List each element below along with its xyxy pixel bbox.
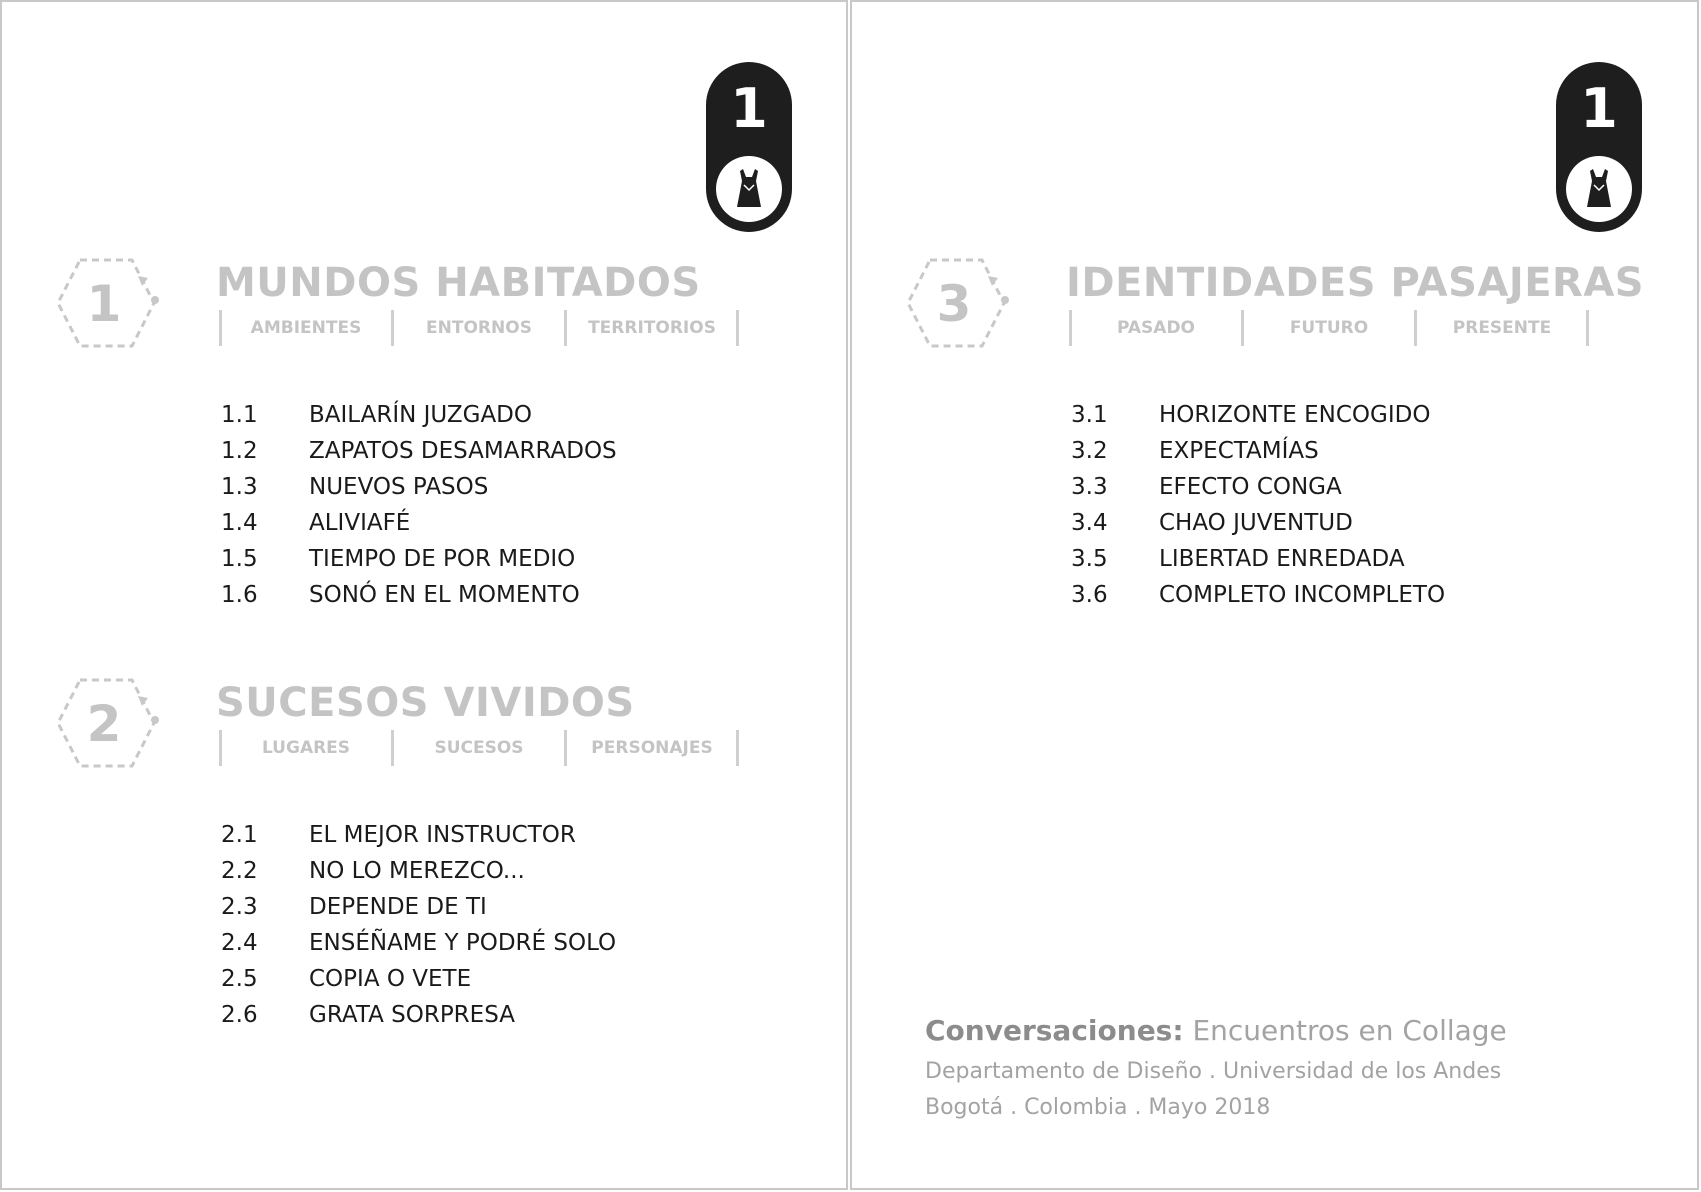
chapter-number: 1: [1580, 77, 1618, 140]
section-1-tabs: [219, 310, 741, 346]
left-page: 1 1 MUNDOS HABITADOS AMBIENTES ENTORNOS TERRITORIOS 1.1 BAILARÍN JUZGADO 1.2 ZAPATOS DESAMARRADOS 1.3 NUEVOS PASOS 1.4 ALIVIAFÉ 1.5 TIEMPO DE POR MEDIO 1.6 SONÓ EN EL MOMENTO 2 SUCESOS VIVIDOS LUGARES SUCESOS PERSONAJES 2.1 EL MEJOR INSTRUCTOR 2.2 NO LO MEREZCO... 2.3 DEPENDE DE TI 2.4 ENSÉÑAME Y PODRÉ SOLO 2.5 COPIA O VETE 2.6 GRATA SORPRESA: [0, 0, 848, 1190]
credits-location-date: Bogotá . Colombia . Mayo 2018: [925, 1095, 1271, 1120]
tab-sucesos: SUCESOS: [434, 738, 524, 758]
tab-personajes: PERSONAJES: [591, 738, 713, 758]
chapter-badge: [706, 62, 792, 232]
section-2-title: SUCESOS VIVIDOS: [216, 680, 635, 726]
credits-department: Departamento de Diseño . Universidad de los Andes: [925, 1059, 1502, 1084]
section-3-tabs: [1069, 310, 1591, 346]
section-3-hexagon-icon: [904, 256, 1012, 350]
right-page: 1 3 IDENTIDADES PASAJERAS PASADO FUTURO PRESENTE 3.1 HORIZONTE ENCOGIDO 3.2 EXPECTAMÍAS 3.3 EFECTO CONGA 3.4 CHAO JUVENTUD 3.5 LIBERTAD ENREDADA 3.6 COMPLETO INCOMPLETO Conversaciones: Encuentros en Collage Departamento de Diseño . Universidad de los Andes Bogotá . Colombia . Mayo 2018: [850, 0, 1699, 1190]
chapter-badge: [1556, 62, 1642, 232]
tab-presente: PRESENTE: [1452, 318, 1552, 338]
chapter-number: 1: [730, 77, 768, 140]
section-1-title: MUNDOS HABITADOS: [216, 260, 701, 306]
section-2-number: 2: [86, 695, 122, 753]
tab-entornos: ENTORNOS: [426, 318, 532, 338]
tab-lugares: LUGARES: [261, 738, 351, 758]
section-1-number: 1: [86, 275, 122, 333]
credits: [925, 1008, 1507, 1126]
dress-icon: [1566, 156, 1632, 222]
section-2-hexagon-icon: [54, 676, 162, 770]
dress-icon: [716, 156, 782, 222]
tab-territorios: TERRITORIOS: [588, 318, 716, 338]
section-3-title: IDENTIDADES PASAJERAS: [1066, 260, 1645, 306]
tab-futuro: FUTURO: [1289, 318, 1369, 338]
credits-title: Conversaciones: Encuentros en Collage: [925, 1014, 1507, 1047]
tab-pasado: PASADO: [1116, 318, 1196, 338]
section-2-tabs: [219, 730, 741, 766]
tab-ambientes: AMBIENTES: [250, 318, 362, 338]
section-3-number: 3: [936, 275, 972, 333]
section-1-hexagon-icon: [54, 256, 162, 350]
